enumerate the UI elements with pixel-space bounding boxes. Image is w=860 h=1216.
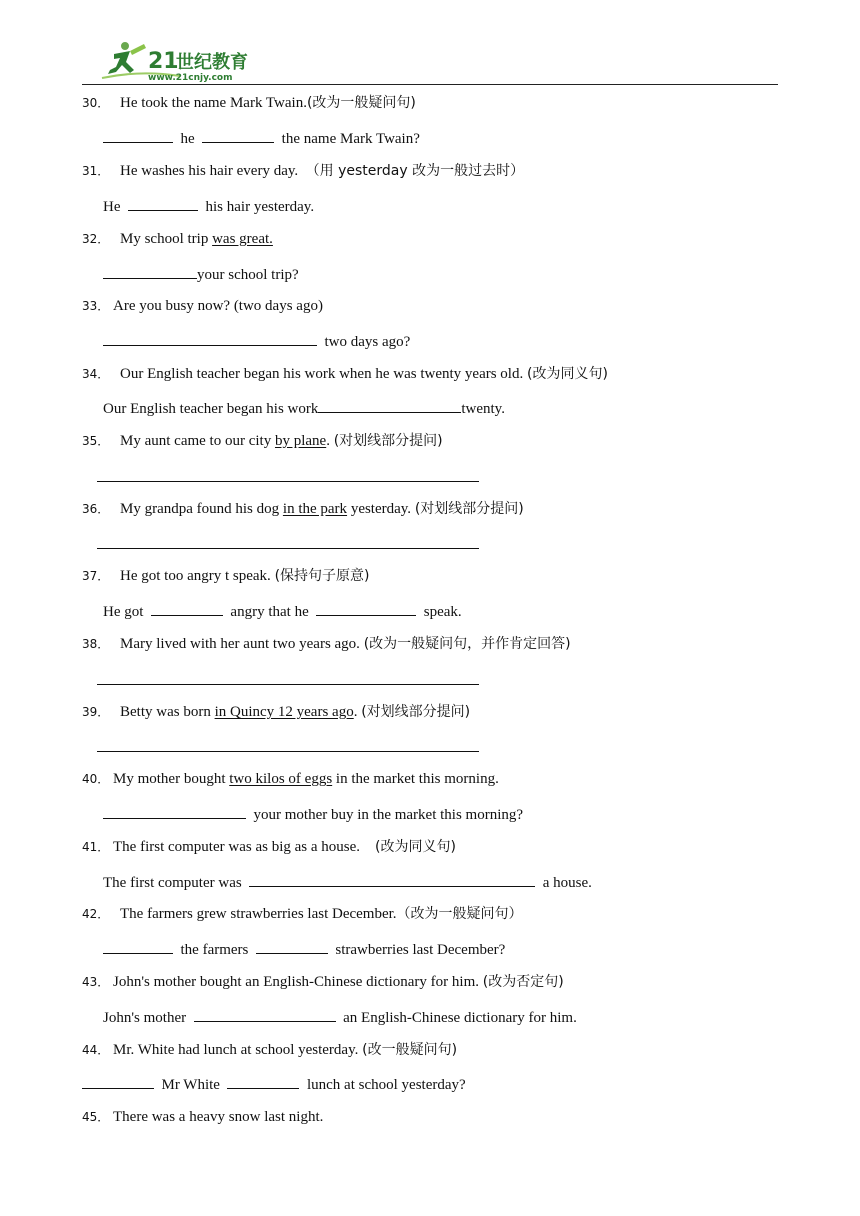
question-text: He got too angry t speak. bbox=[120, 568, 271, 584]
question-39 bbox=[82, 702, 470, 722]
svg-text:www.21cnjy.com: www.21cnjy.com bbox=[148, 73, 233, 83]
question-text: The first computer was as big as a house. bbox=[113, 839, 361, 855]
question-number: 38． bbox=[82, 637, 110, 651]
answer-blank[interactable] bbox=[128, 195, 198, 211]
answer-text: two days ago? bbox=[324, 334, 411, 350]
answer-text: Mr White bbox=[161, 1077, 220, 1093]
answer-text: an English-Chinese dictionary for him. bbox=[343, 1010, 577, 1026]
answer-text: The first computer was bbox=[103, 875, 242, 891]
header-rule bbox=[82, 84, 778, 85]
question-33 bbox=[82, 296, 323, 316]
question-number: 36． bbox=[82, 502, 110, 516]
question-number: 41． bbox=[82, 840, 110, 854]
question-instruction: （用 yesterday 改为一般过去时） bbox=[305, 163, 525, 179]
underlined-part: by plane bbox=[274, 433, 327, 449]
answer-text: his hair yesterday. bbox=[205, 199, 315, 215]
question-number: 39． bbox=[82, 705, 110, 719]
question-text: My school trip bbox=[120, 231, 213, 247]
question-text: There was a heavy snow last night. bbox=[113, 1109, 324, 1125]
answer-31 bbox=[103, 195, 314, 217]
question-text: John's mother bought an English-Chinese dictionary for him. bbox=[113, 974, 479, 990]
question-instruction: (对划线部分提问) bbox=[361, 704, 471, 720]
answer-blank[interactable] bbox=[103, 803, 246, 819]
question-instruction: (对划线部分提问) bbox=[414, 501, 524, 517]
underlined-part: in Quincy 12 years ago bbox=[214, 704, 354, 720]
answer-42 bbox=[103, 938, 505, 960]
question-number: 30． bbox=[82, 96, 110, 110]
question-text: Mr. White had lunch at school yesterday. bbox=[113, 1042, 359, 1058]
page-header bbox=[0, 0, 860, 90]
answer-blank[interactable] bbox=[227, 1073, 299, 1089]
question-44 bbox=[82, 1040, 457, 1060]
question-number: 31． bbox=[82, 164, 110, 178]
question-text: Are you busy now? (two days ago) bbox=[113, 298, 323, 314]
answer-37 bbox=[103, 600, 462, 622]
question-instruction: (改为一般疑问句，并作肯定回答) bbox=[363, 636, 571, 652]
answer-blank[interactable] bbox=[103, 127, 173, 143]
question-text: He washes his hair every day. bbox=[120, 163, 299, 179]
question-35 bbox=[82, 431, 443, 451]
question-instruction: (改为同义句) bbox=[526, 366, 608, 382]
question-text: in the market this morning. bbox=[332, 771, 499, 787]
answer-line-35[interactable] bbox=[97, 481, 479, 482]
answer-text: a house. bbox=[542, 875, 592, 891]
answer-30 bbox=[103, 127, 420, 149]
question-number: 43． bbox=[82, 975, 110, 989]
question-text: Our English teacher began his work when he was twenty years old. bbox=[120, 366, 524, 382]
answer-text: your school trip? bbox=[197, 267, 299, 283]
underlined-part: was great. bbox=[212, 231, 273, 247]
question-number: 42． bbox=[82, 907, 110, 921]
answer-blank[interactable] bbox=[194, 1006, 336, 1022]
svg-text:21: 21 bbox=[148, 49, 179, 74]
question-instruction: （改为一般疑问句） bbox=[396, 906, 523, 922]
question-number: 34． bbox=[82, 367, 110, 381]
question-45 bbox=[82, 1107, 323, 1127]
question-number: 32． bbox=[82, 232, 110, 246]
question-instruction: (改一般疑问句) bbox=[362, 1042, 458, 1058]
question-43 bbox=[82, 972, 564, 992]
answer-44 bbox=[82, 1073, 466, 1095]
answer-text: your mother buy in the market this morning? bbox=[253, 807, 524, 823]
answer-text: lunch at school yesterday? bbox=[306, 1077, 466, 1093]
answer-blank[interactable] bbox=[103, 263, 197, 279]
answer-text: Our English teacher began his work bbox=[103, 401, 319, 417]
answer-blank[interactable] bbox=[103, 938, 173, 954]
question-40 bbox=[82, 769, 499, 789]
logo-graphic bbox=[100, 40, 270, 84]
question-42 bbox=[82, 904, 523, 924]
question-number: 40． bbox=[82, 772, 110, 786]
answer-text: He got bbox=[103, 604, 144, 620]
question-34 bbox=[82, 364, 608, 384]
answer-41 bbox=[103, 871, 592, 893]
answer-blank[interactable] bbox=[318, 397, 461, 413]
question-text: yesterday. bbox=[347, 501, 412, 517]
question-text: . bbox=[326, 433, 330, 449]
answer-text: speak. bbox=[423, 604, 462, 620]
answer-text: the farmers bbox=[180, 942, 249, 958]
question-38 bbox=[82, 634, 571, 654]
question-number: 35． bbox=[82, 434, 110, 448]
question-text: He took the name Mark Twain. bbox=[120, 95, 307, 111]
answer-blank[interactable] bbox=[316, 600, 416, 616]
answer-33 bbox=[103, 330, 410, 352]
question-text: My mother bought bbox=[113, 771, 230, 787]
answer-line-39[interactable] bbox=[97, 751, 479, 752]
question-number: 45． bbox=[82, 1110, 110, 1124]
answer-text: he bbox=[180, 131, 195, 147]
svg-text:世纪教育: 世纪教育 bbox=[176, 52, 248, 73]
answer-text: the name Mark Twain? bbox=[281, 131, 420, 147]
question-text: The farmers grew strawberries last December. bbox=[120, 906, 397, 922]
answer-blank[interactable] bbox=[249, 871, 535, 887]
answer-text: twenty. bbox=[461, 401, 505, 417]
question-number: 37． bbox=[82, 569, 110, 583]
answer-text: angry that he bbox=[230, 604, 309, 620]
answer-blank[interactable] bbox=[103, 330, 317, 346]
site-logo bbox=[100, 40, 270, 84]
answer-text: John's mother bbox=[103, 1010, 187, 1026]
answer-blank[interactable] bbox=[82, 1073, 154, 1089]
answer-blank[interactable] bbox=[202, 127, 274, 143]
answer-blank[interactable] bbox=[256, 938, 328, 954]
answer-text: strawberries last December? bbox=[335, 942, 506, 958]
question-instruction: (改为否定句) bbox=[482, 974, 564, 990]
question-text: Mary lived with her aunt two years ago. bbox=[120, 636, 360, 652]
question-instruction: (对划线部分提问) bbox=[333, 433, 443, 449]
question-32 bbox=[82, 229, 273, 249]
question-instruction: (改为同义句) bbox=[375, 839, 456, 855]
answer-34 bbox=[103, 397, 505, 419]
underlined-part: two kilos of eggs bbox=[229, 771, 333, 787]
question-number: 33． bbox=[82, 299, 110, 313]
question-number: 44． bbox=[82, 1043, 110, 1057]
question-30 bbox=[82, 93, 416, 113]
answer-40 bbox=[103, 803, 523, 825]
question-37 bbox=[82, 566, 370, 586]
question-instruction: (保持句子原意) bbox=[274, 568, 370, 584]
answer-32 bbox=[103, 263, 299, 285]
answer-43 bbox=[103, 1006, 577, 1028]
question-36 bbox=[82, 499, 524, 519]
question-text: My grandpa found his dog bbox=[120, 501, 283, 517]
question-31 bbox=[82, 161, 524, 181]
answer-text: He bbox=[103, 199, 121, 215]
question-text: . bbox=[353, 704, 358, 720]
question-41 bbox=[82, 837, 456, 857]
underlined-part: in the park bbox=[282, 501, 348, 517]
answer-blank[interactable] bbox=[151, 600, 223, 616]
question-text: My aunt came to our city bbox=[120, 433, 275, 449]
answer-line-36[interactable] bbox=[97, 548, 479, 549]
answer-line-38[interactable] bbox=[97, 684, 479, 685]
question-instruction: (改为一般疑问句) bbox=[306, 95, 416, 111]
question-text: Betty was born bbox=[120, 704, 215, 720]
